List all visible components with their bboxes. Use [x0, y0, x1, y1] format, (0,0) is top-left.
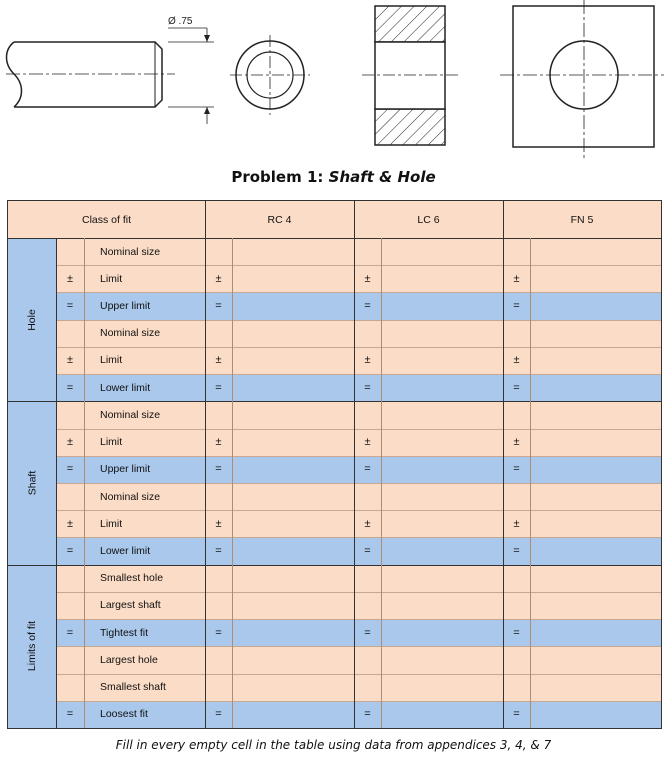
entry-cell-fn-5[interactable] — [530, 510, 661, 537]
entry-cell-rc-4[interactable] — [232, 701, 354, 728]
entry-symbol — [503, 483, 530, 510]
row-label-upper-limit: Upper limit — [84, 292, 205, 319]
row-symbol — [56, 565, 84, 592]
entry-cell-rc-4[interactable] — [232, 401, 354, 428]
row-divider — [56, 265, 661, 266]
entry-cell-lc-6[interactable] — [381, 646, 503, 673]
row-symbol — [56, 646, 84, 673]
row-divider — [56, 701, 661, 702]
entry-symbol: = — [354, 374, 381, 401]
entry-symbol: ± — [503, 265, 530, 292]
entry-symbol: ± — [503, 429, 530, 456]
row-symbol — [56, 483, 84, 510]
fit-table — [7, 200, 662, 729]
entry-cell-lc-6[interactable] — [381, 429, 503, 456]
row-label-limit: Limit — [84, 429, 205, 456]
entry-cell-lc-6[interactable] — [381, 238, 503, 265]
entry-cell-fn-5[interactable] — [530, 347, 661, 374]
row-divider — [56, 374, 661, 375]
entry-symbol: = — [354, 456, 381, 483]
entry-cell-lc-6[interactable] — [381, 292, 503, 319]
entry-symbol: = — [205, 537, 232, 564]
entry-cell-rc-4[interactable] — [232, 565, 354, 592]
instruction-footnote: Fill in every empty cell in the table using data from appendices 3, 4, & 7 — [115, 738, 552, 752]
entry-symbol-divider — [530, 238, 531, 728]
row-divider — [56, 592, 661, 593]
entry-cell-fn-5[interactable] — [530, 320, 661, 347]
group-divider — [8, 238, 661, 239]
row-label-nominal-size: Nominal size — [84, 401, 205, 428]
entry-symbol — [205, 646, 232, 673]
entry-cell-fn-5[interactable] — [530, 265, 661, 292]
entry-symbol: = — [503, 537, 530, 564]
entry-symbol-divider — [381, 238, 382, 728]
entry-symbol — [503, 401, 530, 428]
entry-symbol: ± — [354, 265, 381, 292]
entry-cell-fn-5[interactable] — [530, 592, 661, 619]
entry-cell-lc-6[interactable] — [381, 619, 503, 646]
group-label-hole — [8, 238, 56, 401]
entry-symbol-divider — [232, 238, 233, 728]
entry-symbol: = — [205, 456, 232, 483]
entry-symbol: = — [354, 619, 381, 646]
entry-cell-fn-5[interactable] — [530, 646, 661, 673]
entry-symbol — [354, 646, 381, 673]
row-symbol: ± — [56, 265, 84, 292]
entry-cell-fn-5[interactable] — [530, 401, 661, 428]
row-label-smallest-hole: Smallest hole — [84, 565, 205, 592]
entry-cell-fn-5[interactable] — [530, 565, 661, 592]
row-symbol: = — [56, 619, 84, 646]
problem-title-prefix: Problem 1: — [231, 168, 324, 186]
dimension-arrow-bottom — [204, 107, 210, 114]
entry-cell-fn-5[interactable] — [530, 292, 661, 319]
entry-cell-rc-4[interactable] — [232, 238, 354, 265]
entry-symbol: ± — [205, 347, 232, 374]
row-symbol: = — [56, 537, 84, 564]
entry-symbol — [354, 483, 381, 510]
entry-cell-lc-6[interactable] — [381, 537, 503, 564]
row-divider — [56, 537, 661, 538]
row-divider — [56, 674, 661, 675]
shaft-side-view — [6, 28, 214, 124]
row-label-limit: Limit — [84, 347, 205, 374]
group-label-text: Limits of fit — [26, 621, 38, 672]
row-symbol: = — [56, 292, 84, 319]
row-divider — [56, 347, 661, 348]
entry-cell-lc-6[interactable] — [381, 320, 503, 347]
row-symbol — [56, 592, 84, 619]
row-label-lower-limit: Lower limit — [84, 537, 205, 564]
column-divider — [205, 201, 206, 728]
header-col-lc-6: LC 6 — [354, 201, 503, 238]
row-divider — [56, 646, 661, 647]
dimension-arrow-top — [204, 35, 210, 42]
row-divider — [56, 483, 661, 484]
entry-symbol — [503, 592, 530, 619]
entry-cell-rc-4[interactable] — [232, 347, 354, 374]
entry-cell-lc-6[interactable] — [381, 701, 503, 728]
row-label-limit: Limit — [84, 510, 205, 537]
entry-cell-lc-6[interactable] — [381, 347, 503, 374]
entry-cell-fn-5[interactable] — [530, 483, 661, 510]
group-label-text: Hole — [25, 308, 38, 331]
row-divider — [56, 429, 661, 430]
row-divider — [56, 320, 661, 321]
row-label-upper-limit: Upper limit — [84, 456, 205, 483]
row-symbol — [56, 674, 84, 701]
row-symbol: ± — [56, 510, 84, 537]
entry-cell-lc-6[interactable] — [381, 483, 503, 510]
entry-symbol — [205, 238, 232, 265]
entry-cell-fn-5[interactable] — [530, 238, 661, 265]
entry-symbol: ± — [354, 347, 381, 374]
row-label-nominal-size: Nominal size — [84, 238, 205, 265]
row-divider — [56, 510, 661, 511]
entry-cell-lc-6[interactable] — [381, 401, 503, 428]
entry-symbol: = — [503, 619, 530, 646]
group-column-divider — [56, 238, 57, 728]
entry-symbol — [503, 565, 530, 592]
row-divider — [56, 456, 661, 457]
entry-symbol: = — [503, 456, 530, 483]
entry-symbol — [205, 320, 232, 347]
symbol-column-divider — [84, 238, 85, 728]
entry-cell-lc-6[interactable] — [381, 510, 503, 537]
row-symbol: ± — [56, 429, 84, 456]
row-label-lower-limit: Lower limit — [84, 374, 205, 401]
entry-cell-rc-4[interactable] — [232, 674, 354, 701]
row-symbol: = — [56, 456, 84, 483]
entry-cell-fn-5[interactable] — [530, 619, 661, 646]
group-label-text: Shaft — [26, 470, 38, 496]
entry-cell-rc-4[interactable] — [232, 510, 354, 537]
entry-cell-fn-5[interactable] — [530, 456, 661, 483]
entry-cell-rc-4[interactable] — [232, 646, 354, 673]
entry-symbol — [354, 565, 381, 592]
shaft-end-view — [230, 35, 310, 115]
entry-symbol: = — [503, 374, 530, 401]
entry-symbol — [503, 320, 530, 347]
header-class-of-fit: Class of fit — [8, 201, 205, 238]
header-col-fn-5: FN 5 — [503, 201, 661, 238]
row-label-nominal-size: Nominal size — [84, 320, 205, 347]
entry-symbol: = — [354, 537, 381, 564]
group-divider — [8, 565, 661, 566]
entry-symbol: = — [503, 292, 530, 319]
entry-cell-rc-4[interactable] — [232, 292, 354, 319]
entry-symbol: ± — [503, 510, 530, 537]
entry-cell-lc-6[interactable] — [381, 456, 503, 483]
entry-cell-lc-6[interactable] — [381, 592, 503, 619]
entry-symbol: ± — [354, 510, 381, 537]
entry-symbol — [503, 674, 530, 701]
row-symbol: = — [56, 374, 84, 401]
entry-symbol: ± — [205, 510, 232, 537]
header-col-rc-4: RC 4 — [205, 201, 354, 238]
entry-symbol — [354, 674, 381, 701]
row-symbol — [56, 320, 84, 347]
group-label-limits-of-fit — [8, 565, 56, 728]
entry-cell-rc-4[interactable] — [232, 320, 354, 347]
entry-cell-fn-5[interactable] — [530, 429, 661, 456]
problem-title-emphasis: Shaft & Hole — [328, 168, 436, 186]
entry-symbol: ± — [503, 347, 530, 374]
entry-cell-rc-4[interactable] — [232, 265, 354, 292]
hole-section-view — [362, 6, 458, 145]
row-divider — [56, 619, 661, 620]
entry-cell-lc-6[interactable] — [381, 565, 503, 592]
entry-symbol: = — [205, 619, 232, 646]
entry-cell-rc-4[interactable] — [232, 374, 354, 401]
row-label-limit: Limit — [84, 265, 205, 292]
entry-cell-rc-4[interactable] — [232, 592, 354, 619]
row-label-tightest-fit: Tightest fit — [84, 619, 205, 646]
entry-cell-rc-4[interactable] — [232, 456, 354, 483]
entry-symbol — [354, 401, 381, 428]
entry-symbol — [205, 592, 232, 619]
hole-front-view — [500, 0, 664, 158]
row-label-largest-hole: Largest hole — [84, 646, 205, 673]
column-divider — [503, 201, 504, 728]
entry-cell-lc-6[interactable] — [381, 374, 503, 401]
entry-symbol — [205, 674, 232, 701]
problem-title — [0, 168, 667, 186]
entry-symbol: ± — [205, 429, 232, 456]
entry-cell-fn-5[interactable] — [530, 674, 661, 701]
entry-symbol — [503, 238, 530, 265]
row-symbol — [56, 238, 84, 265]
technical-drawing — [0, 0, 667, 165]
entry-cell-lc-6[interactable] — [381, 674, 503, 701]
entry-symbol — [205, 483, 232, 510]
entry-cell-fn-5[interactable] — [530, 701, 661, 728]
row-symbol — [56, 401, 84, 428]
entry-symbol: ± — [354, 429, 381, 456]
entry-cell-rc-4[interactable] — [232, 619, 354, 646]
entry-symbol: = — [205, 292, 232, 319]
entry-cell-fn-5[interactable] — [530, 374, 661, 401]
entry-cell-rc-4[interactable] — [232, 483, 354, 510]
entry-cell-rc-4[interactable] — [232, 429, 354, 456]
row-label-smallest-shaft: Smallest shaft — [84, 674, 205, 701]
row-label-loosest-fit: Loosest fit — [84, 701, 205, 728]
entry-symbol — [354, 238, 381, 265]
row-label-largest-shaft: Largest shaft — [84, 592, 205, 619]
row-divider — [56, 292, 661, 293]
entry-symbol: = — [503, 701, 530, 728]
entry-symbol: = — [205, 374, 232, 401]
column-divider — [354, 201, 355, 728]
entry-symbol — [205, 565, 232, 592]
group-divider — [8, 401, 661, 402]
entry-cell-lc-6[interactable] — [381, 265, 503, 292]
entry-symbol: = — [354, 292, 381, 319]
entry-symbol: = — [205, 701, 232, 728]
dimension-label: Ø .75 — [168, 16, 193, 27]
row-symbol: ± — [56, 347, 84, 374]
row-symbol: = — [56, 701, 84, 728]
entry-cell-rc-4[interactable] — [232, 537, 354, 564]
row-label-nominal-size: Nominal size — [84, 483, 205, 510]
entry-symbol — [205, 401, 232, 428]
entry-symbol — [503, 646, 530, 673]
entry-symbol — [354, 592, 381, 619]
entry-cell-fn-5[interactable] — [530, 537, 661, 564]
entry-symbol: = — [354, 701, 381, 728]
entry-symbol: ± — [205, 265, 232, 292]
group-label-shaft — [8, 401, 56, 564]
entry-symbol — [354, 320, 381, 347]
